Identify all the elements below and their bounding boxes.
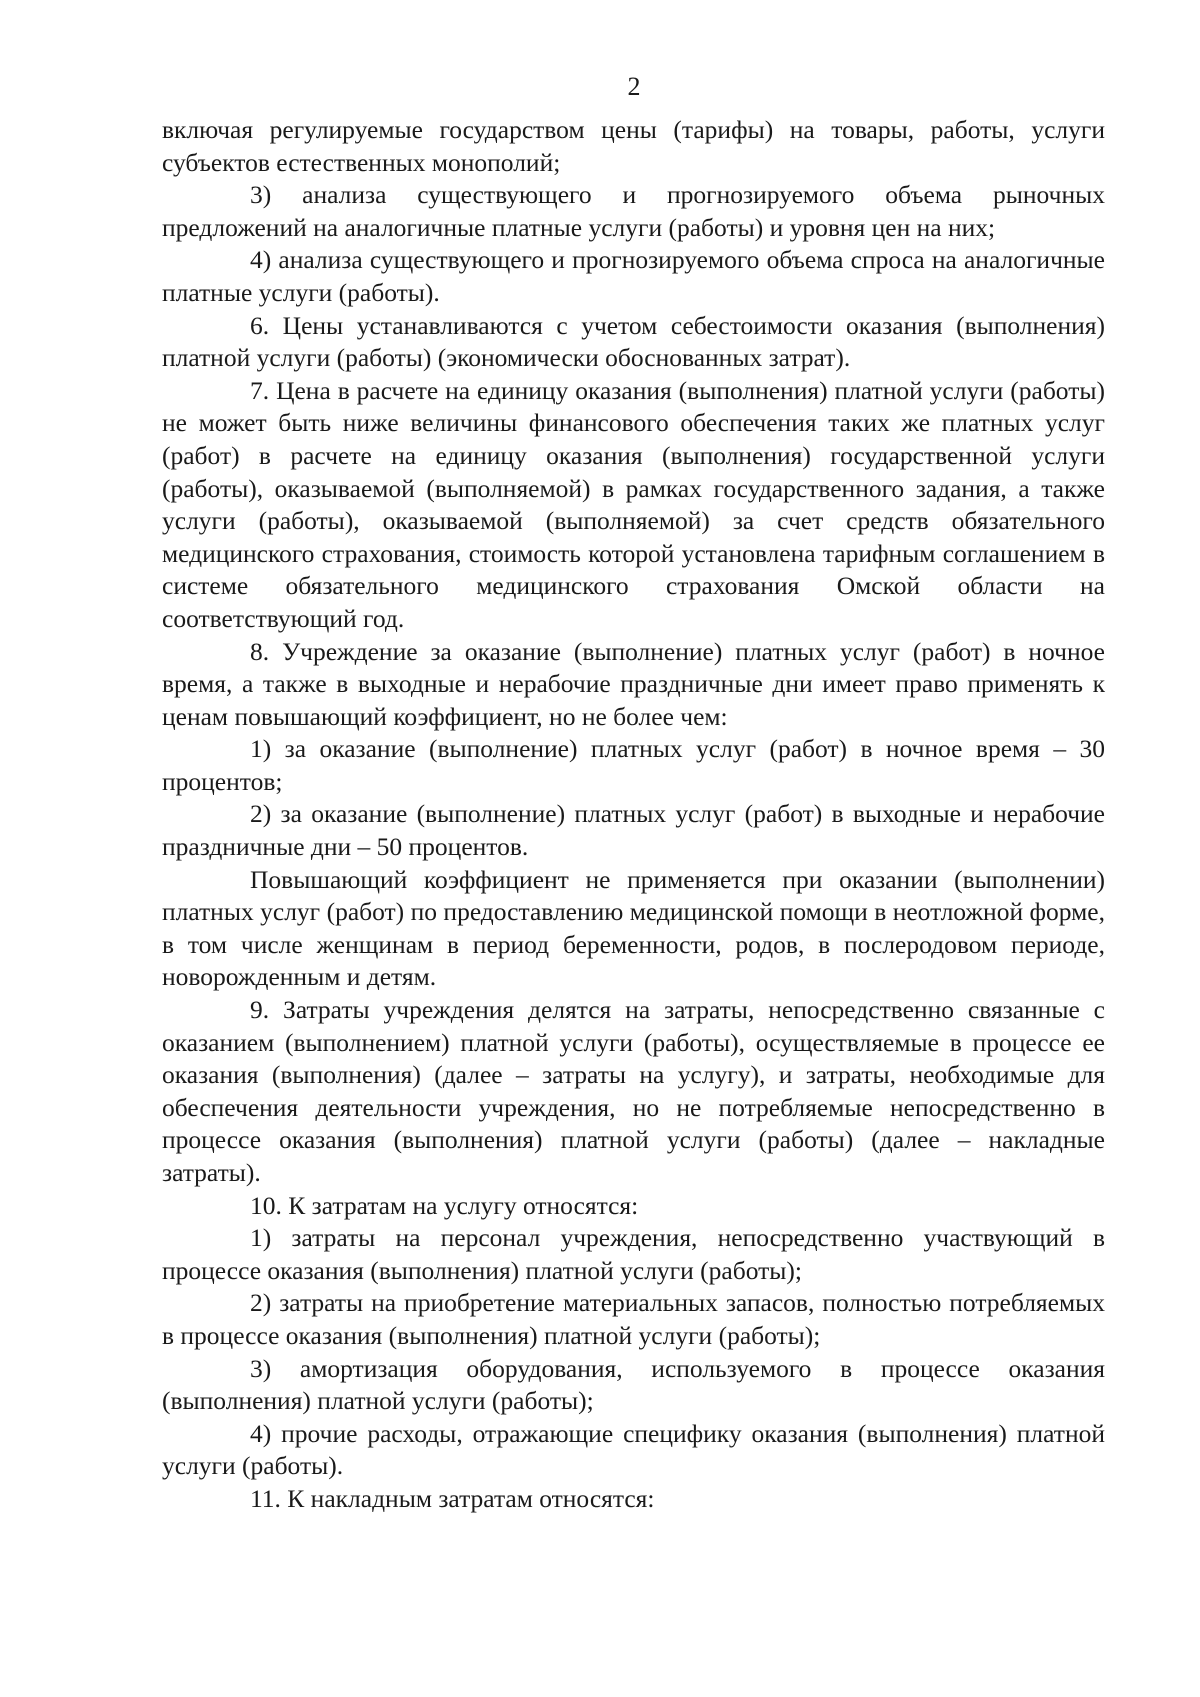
paragraph-section-8: 8. Учреждение за оказание (выполнение) платных услуг (работ) в ночное время, а также в выходные и нерабочие праздничные дни имеет право применять к ценам повышающий коэффициент, но не более чем: <box>162 636 1105 731</box>
paragraph-item-4-demand: 4) анализа существующего и прогнозируемого объема спроса на аналогичные платные услуги (работы). <box>162 245 1105 307</box>
paragraph-section-9: 9. Затраты учреждения делятся на затраты, непосредственно связанные с оказанием (выполнением) платной услуги (работы), осуществляемые в процессе ее оказания (выполнения) (далее – затраты на услугу), и затраты, необходимые для обеспечения деятельности учреждения, но не потребляемые непосредственно в процессе оказания (выполнения) платной услуги (работы) (далее – накладные затраты). <box>162 995 1105 1187</box>
paragraph-section-10-item-3: 3) амортизация оборудования, используемого в процессе оказания (выполнения) платной услуги (работы); <box>162 1353 1105 1416</box>
paragraph-section-6: 6. Цены устанавливаются с учетом себестоимости оказания (выполнения) платной услуги (работы) (экономически обоснованных затрат). <box>162 310 1105 373</box>
paragraph-section-7: 7. Цена в расчете на единицу оказания (выполнения) платной услуги (работы) не может быть ниже величины финансового обеспечения таких же платных услуг (работ) в расчете на единицу оказания (выполнения) государственной услуги (работы), оказываемой (выполняемой) в рамках государственного задания, а также услуги (работы), оказываемой (выполняемой) за счет средств обязательного медицинского страхования, стоимость которой установлена тарифным соглашением в системе обязательного медицинского страхования Омской области на соответствующий год. <box>162 375 1105 633</box>
paragraph-item-3-market-offers: 3) анализа существующего и прогнозируемого объема рыночных предложений на аналогичные платные услуги (работы) и уровня цен на них; <box>162 180 1105 242</box>
paragraph-section-10-item-2: 2) затраты на приобретение материальных запасов, полностью потребляемых в процессе оказания (выполнения) платной услуги (работы); <box>162 1288 1105 1350</box>
paragraph-section-10: 10. К затратам на услугу относятся: <box>250 1190 639 1220</box>
paragraph-continuation: включая регулируемые государством цены (тарифы) на товары, работы, услуги субъектов естественных монополий; <box>162 115 1105 177</box>
page-number: 2 <box>627 72 641 101</box>
paragraph-section-8-item-1: 1) за оказание (выполнение) платных услуг (работ) в ночное время – 30 процентов; <box>162 734 1105 796</box>
document-body <box>162 114 1105 1516</box>
paragraph-coefficient-exception: Повышающий коэффициент не применяется при оказании (выполнении) платных услуг (работ) по предоставлению медицинской помощи в неотложной форме, в том числе женщинам в период беременности, родов, в послеродовом периоде, новорожденным и детям. <box>162 864 1105 992</box>
paragraph-section-11: 11. К накладным затратам относятся: <box>250 1483 655 1513</box>
paragraph-section-10-item-1: 1) затраты на персонал учреждения, непосредственно участвующий в процессе оказания (выполнения) платной услуги (работы); <box>162 1223 1105 1285</box>
paragraph-section-8-item-2: 2) за оказание (выполнение) платных услуг (работ) в выходные и нерабочие праздничные дни – 50 процентов. <box>162 799 1105 862</box>
paragraph-section-10-item-4: 4) прочие расходы, отражающие специфику оказания (выполнения) платной услуги (работы). <box>162 1418 1105 1481</box>
